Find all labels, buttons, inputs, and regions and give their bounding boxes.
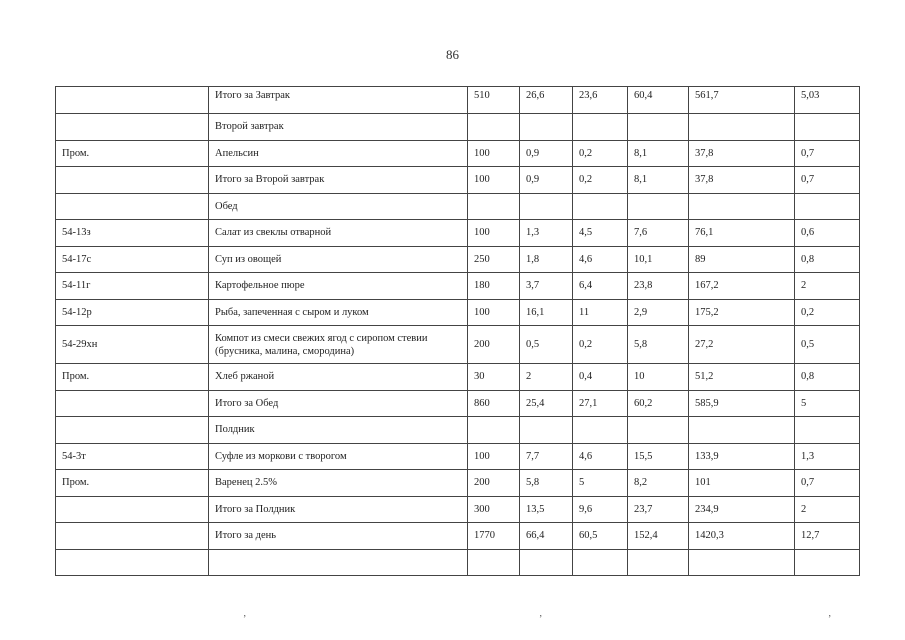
dish-name-cell: Итого за Второй завтрак [209, 167, 468, 194]
fat-cell: 4,6 [573, 443, 628, 470]
table-row [56, 299, 860, 326]
code-cell: 54-29хн [56, 326, 209, 364]
protein-cell: 1,8 [520, 246, 573, 273]
mass-cell: 100 [468, 443, 520, 470]
menu-table [55, 86, 860, 576]
mass-cell: 180 [468, 273, 520, 300]
fat-cell: 0,2 [573, 326, 628, 364]
kcal-cell: 27,2 [689, 326, 795, 364]
protein-cell: 25,4 [520, 390, 573, 417]
dish-name-cell: Хлеб ржаной [209, 364, 468, 391]
fat-cell: 5 [573, 470, 628, 497]
vitc-cell: 5 [795, 390, 860, 417]
dish-name-cell: Рыба, запеченная с сыром и луком [209, 299, 468, 326]
carb-cell [628, 549, 689, 576]
fat-cell [573, 549, 628, 576]
fat-cell [573, 417, 628, 444]
protein-cell: 16,1 [520, 299, 573, 326]
carb-cell [628, 417, 689, 444]
fat-cell: 11 [573, 299, 628, 326]
protein-cell: 3,7 [520, 273, 573, 300]
carb-cell [628, 114, 689, 141]
dish-name-cell: Салат из свеклы отварной [209, 220, 468, 247]
carb-cell: 23,8 [628, 273, 689, 300]
protein-cell: 0,5 [520, 326, 573, 364]
table-row [56, 470, 860, 497]
carb-cell: 8,1 [628, 140, 689, 167]
fat-cell: 60,5 [573, 523, 628, 550]
dish-name-cell: Варенец 2.5% [209, 470, 468, 497]
protein-cell: 7,7 [520, 443, 573, 470]
protein-cell: 13,5 [520, 496, 573, 523]
mass-cell: 1770 [468, 523, 520, 550]
carb-cell: 60,4 [628, 87, 689, 114]
code-cell [56, 114, 209, 141]
carb-cell: 10,1 [628, 246, 689, 273]
vitc-cell: 0,5 [795, 326, 860, 364]
section-title-cell: Полдник [209, 417, 468, 444]
code-cell [56, 523, 209, 550]
dish-name-cell: Итого за день [209, 523, 468, 550]
vitc-cell [795, 417, 860, 444]
code-cell: Пром. [56, 140, 209, 167]
carb-cell [628, 193, 689, 220]
section-title-cell: Обед [209, 193, 468, 220]
vitc-cell: 0,7 [795, 167, 860, 194]
kcal-cell [689, 114, 795, 141]
vitc-cell: 0,2 [795, 299, 860, 326]
vitc-cell [795, 549, 860, 576]
vitc-cell: 2 [795, 496, 860, 523]
kcal-cell: 1420,3 [689, 523, 795, 550]
fat-cell: 6,4 [573, 273, 628, 300]
fat-cell: 23,6 [573, 87, 628, 114]
protein-cell: 0,9 [520, 167, 573, 194]
fat-cell: 9,6 [573, 496, 628, 523]
vitc-cell: 12,7 [795, 523, 860, 550]
kcal-cell: 76,1 [689, 220, 795, 247]
kcal-cell: 37,8 [689, 140, 795, 167]
mass-cell [468, 193, 520, 220]
scan-mark: ʼ [828, 614, 832, 625]
vitc-cell: 0,7 [795, 140, 860, 167]
table-row [56, 549, 860, 576]
table-row [56, 220, 860, 247]
protein-cell [520, 549, 573, 576]
fat-cell: 4,6 [573, 246, 628, 273]
carb-cell: 10 [628, 364, 689, 391]
carb-cell: 23,7 [628, 496, 689, 523]
code-cell [56, 417, 209, 444]
table-row [56, 523, 860, 550]
code-cell [56, 87, 209, 114]
mass-cell: 200 [468, 326, 520, 364]
kcal-cell [689, 417, 795, 444]
code-cell: 54-12р [56, 299, 209, 326]
table-row [56, 140, 860, 167]
fat-cell [573, 193, 628, 220]
fat-cell: 0,2 [573, 167, 628, 194]
vitc-cell: 1,3 [795, 443, 860, 470]
page-number: 86 [446, 47, 459, 62]
table-row [56, 273, 860, 300]
mass-cell [468, 114, 520, 141]
protein-cell [520, 193, 573, 220]
mass-cell: 860 [468, 390, 520, 417]
table-row [56, 443, 860, 470]
protein-cell: 2 [520, 364, 573, 391]
vitc-cell: 2 [795, 273, 860, 300]
code-cell: Пром. [56, 364, 209, 391]
code-cell [56, 167, 209, 194]
vitc-cell [795, 114, 860, 141]
mass-cell: 100 [468, 220, 520, 247]
table-row [56, 193, 860, 220]
mass-cell: 100 [468, 299, 520, 326]
mass-cell: 30 [468, 364, 520, 391]
mass-cell: 100 [468, 140, 520, 167]
protein-cell: 0,9 [520, 140, 573, 167]
protein-cell: 1,3 [520, 220, 573, 247]
protein-cell [520, 114, 573, 141]
dish-name-cell: Итого за Завтрак [209, 87, 468, 114]
kcal-cell: 133,9 [689, 443, 795, 470]
table-row [56, 326, 860, 364]
table-row [56, 114, 860, 141]
section-title-cell: Второй завтрак [209, 114, 468, 141]
protein-cell: 66,4 [520, 523, 573, 550]
dish-name-cell: Суп из овощей [209, 246, 468, 273]
carb-cell: 60,2 [628, 390, 689, 417]
vitc-cell: 0,7 [795, 470, 860, 497]
code-cell: 54-13з [56, 220, 209, 247]
mass-cell: 250 [468, 246, 520, 273]
table-row [56, 167, 860, 194]
mass-cell: 510 [468, 87, 520, 114]
vitc-cell: 0,8 [795, 364, 860, 391]
mass-cell [468, 549, 520, 576]
kcal-cell: 37,8 [689, 167, 795, 194]
carb-cell: 152,4 [628, 523, 689, 550]
mass-cell: 200 [468, 470, 520, 497]
mass-cell: 100 [468, 167, 520, 194]
carb-cell: 15,5 [628, 443, 689, 470]
vitc-cell: 5,03 [795, 87, 860, 114]
code-cell [56, 549, 209, 576]
table-row [56, 496, 860, 523]
table-row [56, 87, 860, 114]
kcal-cell: 101 [689, 470, 795, 497]
fat-cell: 0,4 [573, 364, 628, 391]
code-cell: 54-3т [56, 443, 209, 470]
mass-cell: 300 [468, 496, 520, 523]
protein-cell: 5,8 [520, 470, 573, 497]
vitc-cell: 0,6 [795, 220, 860, 247]
table-row [56, 417, 860, 444]
kcal-cell [689, 549, 795, 576]
kcal-cell: 561,7 [689, 87, 795, 114]
carb-cell: 8,2 [628, 470, 689, 497]
table-row [56, 390, 860, 417]
code-cell: Пром. [56, 470, 209, 497]
carb-cell: 8,1 [628, 167, 689, 194]
table-row [56, 364, 860, 391]
table-row [56, 246, 860, 273]
carb-cell: 5,8 [628, 326, 689, 364]
dish-name-cell: Картофельное пюре [209, 273, 468, 300]
dish-name-cell: Итого за Обед [209, 390, 468, 417]
kcal-cell: 167,2 [689, 273, 795, 300]
kcal-cell: 585,9 [689, 390, 795, 417]
dish-name-cell: Суфле из моркови с творогом [209, 443, 468, 470]
dish-name-cell [209, 549, 468, 576]
mass-cell [468, 417, 520, 444]
protein-cell: 26,6 [520, 87, 573, 114]
protein-cell [520, 417, 573, 444]
kcal-cell [689, 193, 795, 220]
code-cell: 54-11г [56, 273, 209, 300]
carb-cell: 2,9 [628, 299, 689, 326]
dish-name-cell: Апельсин [209, 140, 468, 167]
fat-cell: 4,5 [573, 220, 628, 247]
scan-mark: ʼ [539, 614, 543, 625]
fat-cell: 27,1 [573, 390, 628, 417]
fat-cell [573, 114, 628, 141]
code-cell: 54-17с [56, 246, 209, 273]
kcal-cell: 175,2 [689, 299, 795, 326]
carb-cell: 7,6 [628, 220, 689, 247]
scan-mark: ʼ [243, 614, 247, 625]
vitc-cell [795, 193, 860, 220]
fat-cell: 0,2 [573, 140, 628, 167]
kcal-cell: 51,2 [689, 364, 795, 391]
dish-name-cell: Итого за Полдник [209, 496, 468, 523]
code-cell [56, 390, 209, 417]
code-cell [56, 496, 209, 523]
kcal-cell: 234,9 [689, 496, 795, 523]
dish-name-cell: Компот из смеси свежих ягод с сиропом стевии (брусника, малина, смородина) [209, 326, 468, 364]
code-cell [56, 193, 209, 220]
kcal-cell: 89 [689, 246, 795, 273]
vitc-cell: 0,8 [795, 246, 860, 273]
